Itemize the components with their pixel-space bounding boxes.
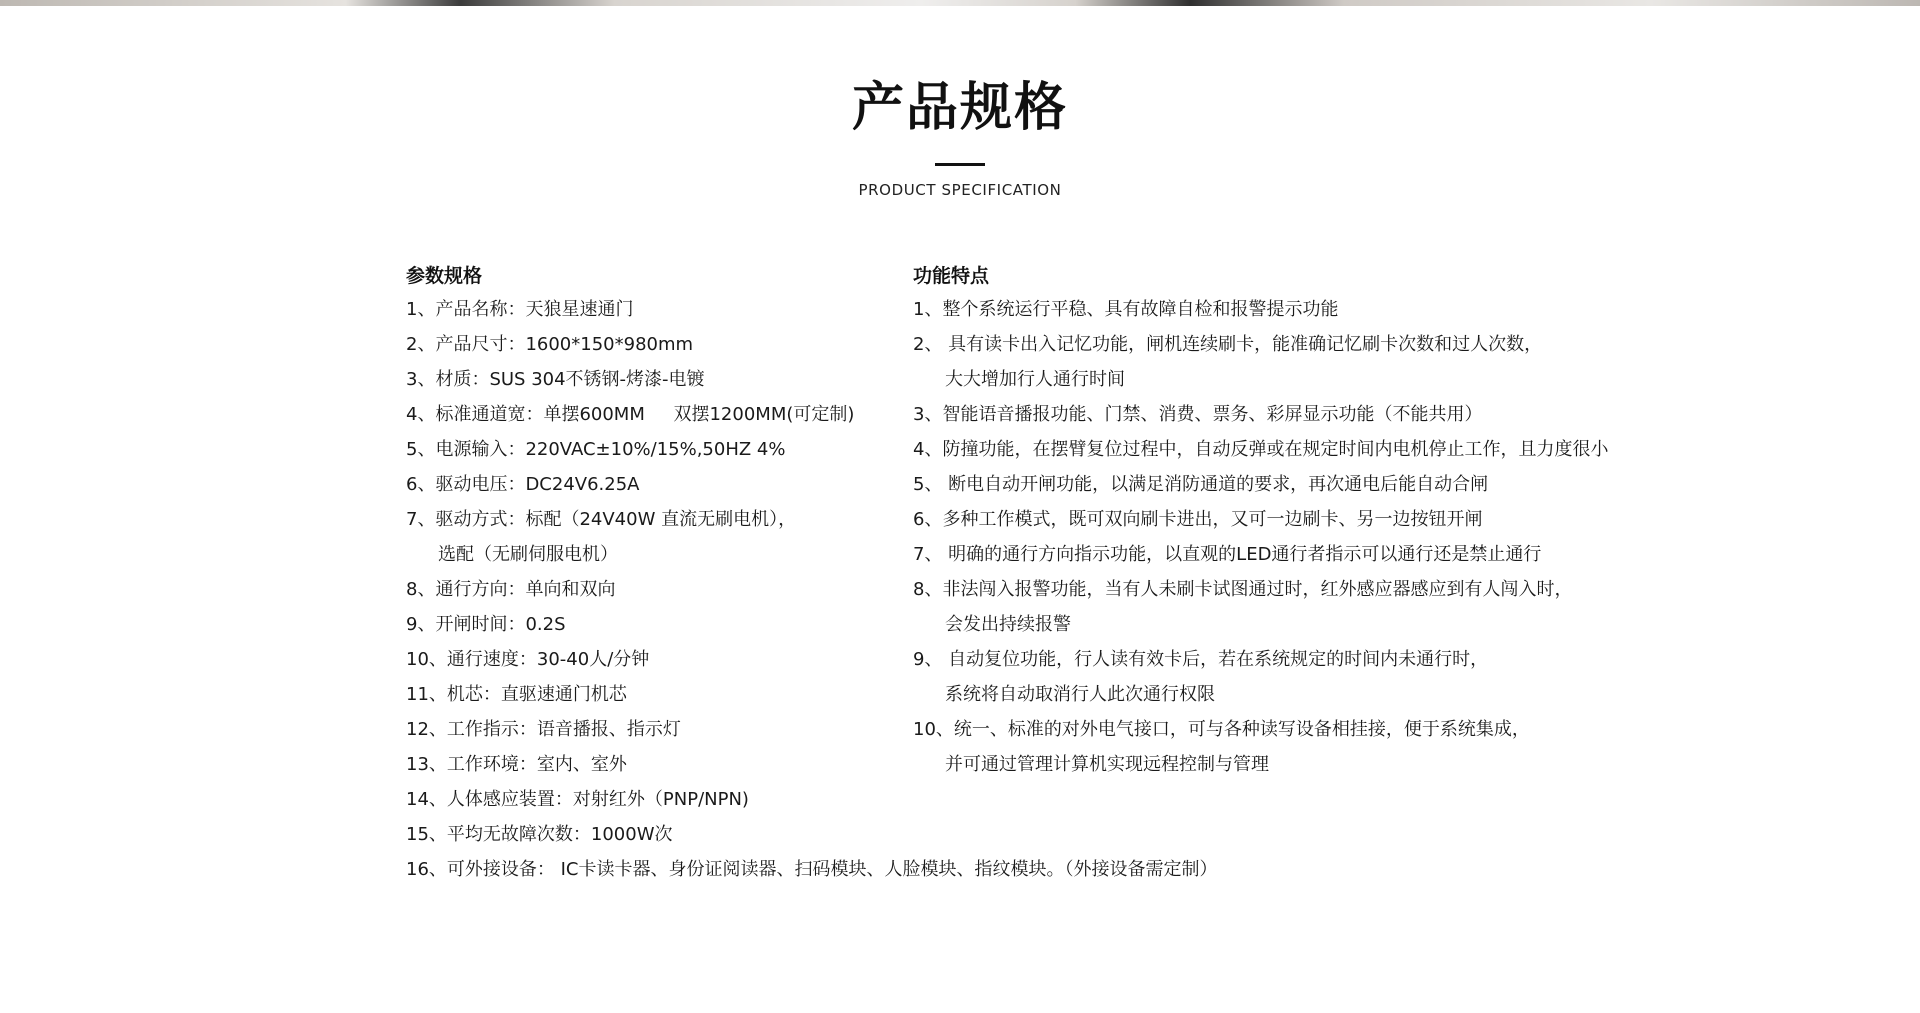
features-heading: 功能特点 <box>913 265 990 287</box>
feature-item: 4、防撞功能，在摆臂复位过程中，自动反弹或在规定时间内电机停止工作，且力度很小 <box>913 439 1609 460</box>
param-item: 8、通行方向：单向和双向 <box>406 579 616 600</box>
feature-item: 1、整个系统运行平稳、具有故障自检和报警提示功能 <box>913 299 1339 320</box>
param-item: 11、机芯：直驱速通门机芯 <box>406 684 627 705</box>
title-underline <box>935 163 985 166</box>
feature-item: 7、 明确的通行方向指示功能，以直观的LED通行者指示可以通行还是禁止通行 <box>913 544 1542 565</box>
section-header <box>0 80 1920 199</box>
param-item: 1、产品名称：天狼星速通门 <box>406 299 634 320</box>
param-item: 13、工作环境：室内、室外 <box>406 754 627 775</box>
param-item: 9、开闸时间：0.2S <box>406 614 566 635</box>
page-title: 产品规格 <box>851 78 1068 138</box>
page-subtitle: PRODUCT SPECIFICATION <box>858 181 1062 200</box>
top-photo-strip <box>0 0 1920 6</box>
feature-item-continuation: 系统将自动取消行人此次通行权限 <box>945 684 1215 705</box>
feature-item-continuation: 会发出持续报警 <box>945 614 1071 635</box>
param-item-continuation: 选配（无刷伺服电机） <box>438 544 618 565</box>
feature-item: 5、 断电自动开闸功能，以满足消防通道的要求，再次通电后能自动合闸 <box>913 474 1489 495</box>
param-item: 16、可外接设备： IC卡读卡器、身份证阅读器、扫码模块、人脸模块、指纹模块。（外接设备需定制） <box>406 859 1218 880</box>
param-item: 3、材质：SUS 304不锈钢-烤漆-电镀 <box>406 369 705 390</box>
param-item: 4、标准通道宽：单摆600MM 双摆1200MM(可定制) <box>406 404 855 425</box>
param-item: 7、驱动方式：标配（24V40W 直流无刷电机）， <box>406 509 797 530</box>
feature-item-continuation: 并可通过管理计算机实现远程控制与管理 <box>945 754 1269 775</box>
features-column <box>913 264 1773 789</box>
feature-item: 8、非法闯入报警功能，当有人未刷卡试图通过时，红外感应器感应到有人闯入时， <box>913 579 1573 600</box>
feature-item-continuation: 大大增加行人通行时间 <box>945 369 1125 390</box>
feature-item: 6、多种工作模式，既可双向刷卡进出，又可一边刷卡、另一边按钮开闸 <box>913 509 1483 530</box>
params-heading: 参数规格 <box>406 265 483 287</box>
param-item: 5、电源输入：220VAC±10%/15%,50HZ 4% <box>406 439 786 460</box>
feature-item: 3、智能语音播报功能、门禁、消费、票务、彩屏显示功能（不能共用） <box>913 404 1483 425</box>
feature-item: 10、统一、标准的对外电气接口，可与各种读写设备相挂接，便于系统集成， <box>913 719 1530 740</box>
param-item: 10、通行速度：30-40人/分钟 <box>406 649 650 670</box>
param-item: 14、人体感应装置：对射红外（PNP/NPN) <box>406 789 749 810</box>
feature-item: 9、 自动复位功能，行人读有效卡后，若在系统规定的时间内未通行时， <box>913 649 1489 670</box>
param-item: 15、平均无故障次数：1000W次 <box>406 824 673 845</box>
param-item: 2、产品尺寸：1600*150*980mm <box>406 334 694 355</box>
feature-item: 2、 具有读卡出入记忆功能，闸机连续刷卡，能准确记忆刷卡次数和过人次数， <box>913 334 1543 355</box>
param-item: 6、驱动电压：DC24V6.25A <box>406 474 640 495</box>
param-item: 12、工作指示：语音播报、指示灯 <box>406 719 681 740</box>
